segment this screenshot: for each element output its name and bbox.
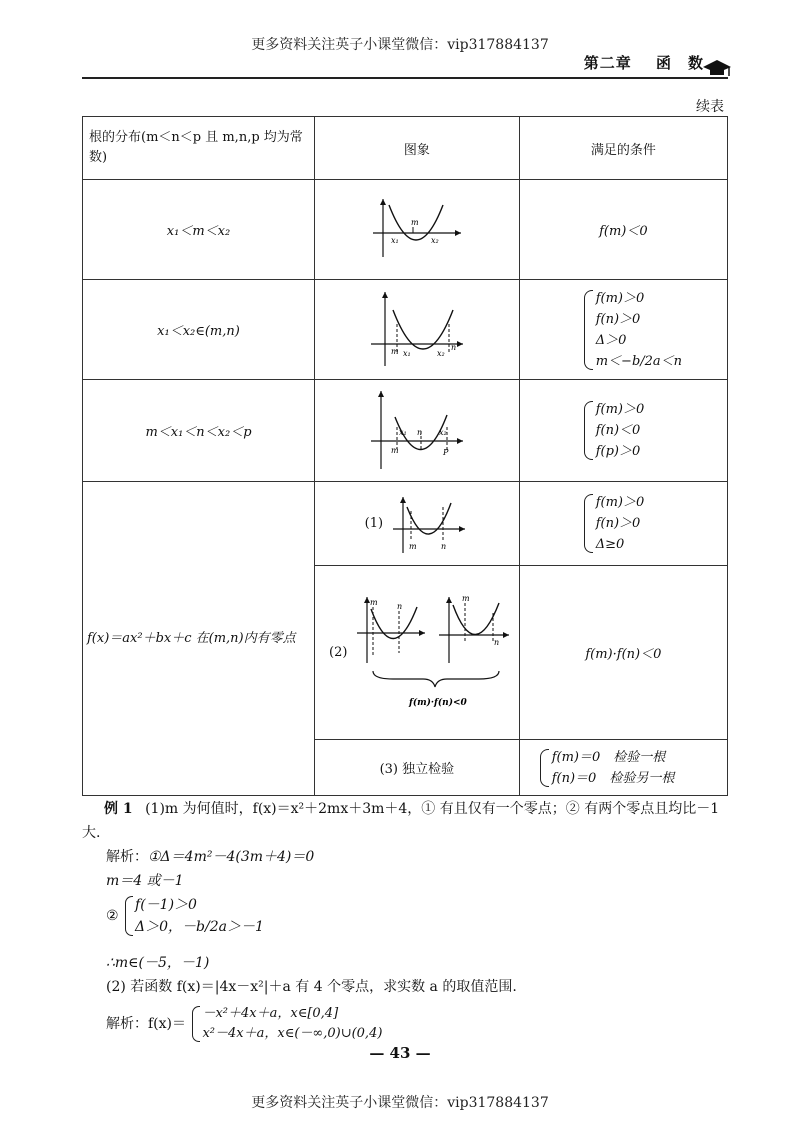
table-header-row <box>83 117 728 180</box>
solution-step-5-label: 解析：f(x)＝ <box>106 1016 187 1032</box>
solution-step-5-system <box>190 1004 382 1044</box>
example-title: 例 1 <box>104 801 133 817</box>
page-number: — 43 — <box>369 1044 431 1062</box>
graph4a-label-n: n <box>441 541 447 551</box>
table-row <box>83 380 728 482</box>
row4b-condition <box>519 566 727 740</box>
solution-step-3-system <box>123 894 264 938</box>
row4a-graph <box>315 482 520 566</box>
row4a-cond-system <box>582 492 727 555</box>
row2-distribution: x₁＜x₂∈(m,n) <box>83 280 315 380</box>
parabola-graph-3 <box>367 387 467 471</box>
table-row <box>83 180 728 280</box>
solution-step-3-label: ② <box>106 908 119 924</box>
row1-graph <box>315 180 520 280</box>
row2-graph <box>315 280 520 380</box>
row2-cond-4: m＜−b/2a＜n <box>595 353 683 369</box>
graph4b-left-label-n: n <box>397 601 403 611</box>
row3-distribution: m＜x₁＜n＜x₂＜p <box>83 380 315 482</box>
graph4b-right-label-m: m <box>462 593 471 603</box>
solution-step-3 <box>82 894 752 938</box>
graph3-label-p: P <box>442 447 449 457</box>
row4-distribution: f(x)＝ax²＋bx＋c 在(m,n)内有零点 <box>83 482 315 796</box>
row4a-condition <box>519 482 727 566</box>
graph4b-brace-label: f(m)·f(n)<0 <box>409 697 468 708</box>
chapter-title: 函 数 <box>655 54 704 72</box>
row1-condition <box>519 180 727 280</box>
table-row <box>83 280 728 380</box>
example-question-1 <box>82 798 728 820</box>
solution-step-4: ∴m∈(－5，－1) <box>106 955 210 971</box>
row4c-label: (3) 独立检验 <box>315 740 520 796</box>
header-condition: 满足的条件 <box>519 117 727 180</box>
graph2-label-n: n <box>450 342 457 352</box>
solution-step-3-line-1: f(－1)＞0 <box>135 897 197 913</box>
continued-label: 续表 <box>696 99 724 115</box>
row1-distribution: x₁＜m＜x₂ <box>83 180 315 280</box>
graph1-label-x2: x₂ <box>430 235 439 245</box>
solution-step-1: ①Δ＝4m²－4(3m＋4)＝0 <box>148 849 315 865</box>
solution-step-5-line-1: －x²＋4x＋a，x∈[0,4] <box>202 1006 339 1021</box>
header-distribution: 根的分布(m＜n＜p 且 m,n,p 均为常数) <box>83 117 315 180</box>
row2-cond-2: f(n)＞0 <box>595 311 641 327</box>
row4b-graph <box>315 566 520 740</box>
row4c-cond-2: f(n)＝0 检验另一根 <box>551 770 675 786</box>
row3-cond-1: f(m)＞0 <box>595 402 645 417</box>
graph3-label-n: n <box>416 427 423 437</box>
graph4b-right-label-n: n <box>494 637 500 647</box>
row3-cond-3: f(p)＞0 <box>595 444 641 459</box>
parabola-graph-4a <box>389 493 469 555</box>
row4b-label: (2) <box>329 645 348 660</box>
row3-condition <box>519 380 727 482</box>
row4c-cond-system <box>538 747 727 789</box>
bottom-watermark: 更多资料关注英子小课堂微信：vip317884137 <box>251 1095 549 1111</box>
graph3-label-m: m <box>390 445 399 455</box>
solution-step-5-line-2: x²－4x＋a，x∈(－∞,0)∪(0,4) <box>202 1026 383 1041</box>
header-graph: 图象 <box>315 117 520 180</box>
graph2-label-x1: x₁ <box>402 348 411 358</box>
example-q1-text: (1)m 为何值时，f(x)＝x²＋2mx＋3m＋4，① 有且仅有一个零点；② 有两个零点且均比－1 <box>145 801 720 817</box>
row2-cond-system <box>582 288 727 372</box>
root-distribution-table <box>82 116 728 796</box>
chapter-label: 第二章 <box>583 54 632 72</box>
graph4a-label-m: m <box>409 541 417 551</box>
parabola-graph-2 <box>367 288 467 368</box>
parabola-graph-1 <box>369 195 465 261</box>
example-question-2: (2) 若函数 f(x)＝|4x－x²|＋a 有 4 个零点，求实数 a 的取值范围. <box>106 979 517 995</box>
parabola-graph-4b <box>353 593 513 713</box>
solution-step-5 <box>82 1004 752 1044</box>
row2-cond-3: Δ＞0 <box>595 332 627 348</box>
row4c-condition <box>519 740 727 796</box>
row3-cond-2: f(n)＜0 <box>595 423 641 438</box>
top-watermark: 更多资料关注英子小课堂微信：vip317884137 <box>251 37 549 53</box>
row4a-label: (1) <box>364 516 384 531</box>
example-q1-continued: 大. <box>82 825 101 841</box>
row4a-cond-3: Δ≥0 <box>595 537 625 552</box>
graph3-label-x1: x₁ <box>398 427 407 437</box>
graph2-label-m: m <box>390 346 399 356</box>
row4c-cond-1: f(m)＝0 检验一根 <box>551 749 666 765</box>
table-row <box>83 482 728 566</box>
solution-step-2: m＝4 或－1 <box>106 873 184 889</box>
row4a-cond-1: f(m)＞0 <box>595 495 645 510</box>
chapter-header <box>584 52 704 73</box>
row4b-cond-1: f(m)·f(n)＜0 <box>585 647 662 662</box>
graph2-label-x2: x₂ <box>436 348 445 358</box>
row2-condition <box>519 280 727 380</box>
graph1-label-x1: x₁ <box>390 235 399 245</box>
graph1-label-m: m <box>410 217 419 227</box>
graph3-label-x2: x₂ <box>438 427 447 437</box>
row1-cond-1: f(m)＜0 <box>599 224 648 239</box>
graph4b-left-label-m: m <box>370 597 379 607</box>
solution-line-1 <box>82 846 752 868</box>
row2-cond-1: f(m)＞0 <box>595 290 645 306</box>
solution-step-3-line-2: Δ＞0，－b/2a＞－1 <box>135 919 264 935</box>
header-rule <box>82 77 728 79</box>
row3-graph <box>315 380 520 482</box>
row4a-cond-2: f(n)＞0 <box>595 516 641 531</box>
solution-label: 解析： <box>106 849 148 865</box>
row3-cond-system <box>582 399 727 462</box>
